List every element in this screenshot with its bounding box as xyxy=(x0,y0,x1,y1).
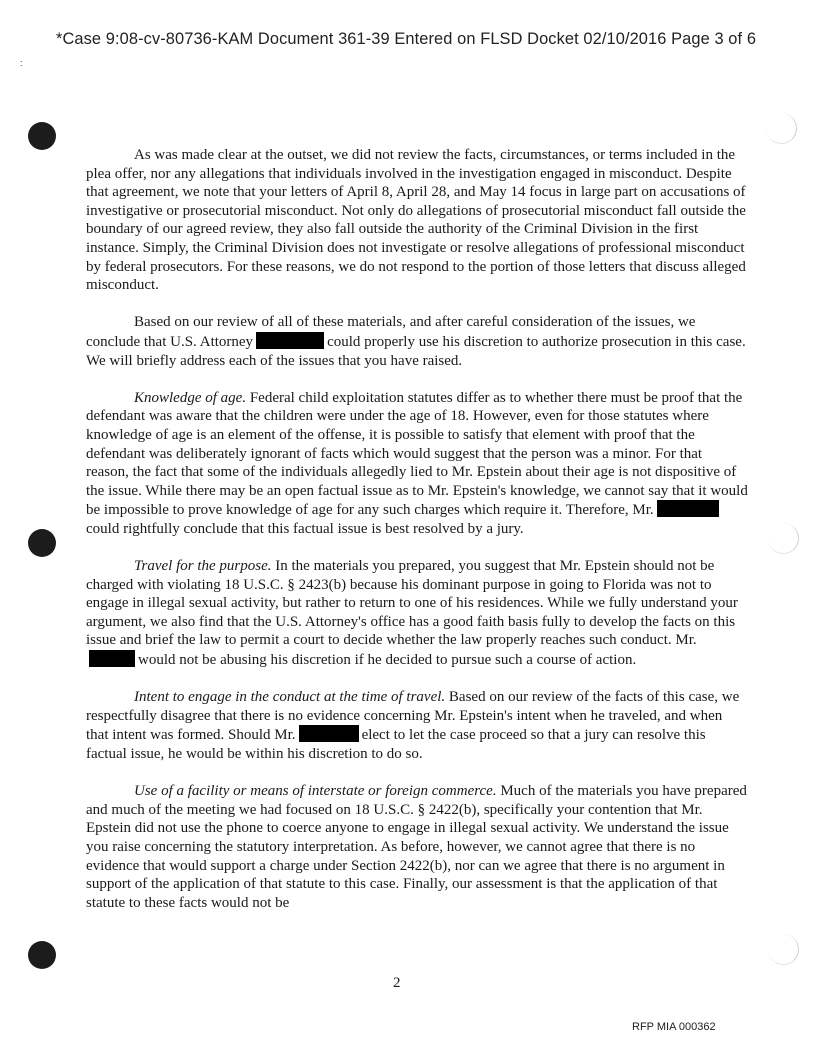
section-heading: Use of a facility or means of interstate or foreign commerce. xyxy=(134,783,497,800)
redaction-box xyxy=(256,332,324,349)
paragraph-travel-purpose xyxy=(86,557,748,670)
paragraph-text: In the materials you prepared, you suggest that Mr. Epstein should not be charged with violating 18 U.S.C. § 2423(b) because his dominant purpose in going to Florida was not to engage in illegal sexual activity, but rather to return to one of his residences. While we fully understand your argument, we also find that the U.S. Attorney's office has a good faith basis fully to develop the facts on this issue and brief the law to permit a court to decide whether the law properly reaches such conduct. Mr. xyxy=(86,558,738,649)
redaction-box xyxy=(89,650,135,667)
paragraph-text: Federal child exploitation statutes differ as to whether there must be proof that the defendant was aware that the children were under the age of 18. However, even for those statutes where knowledge of age is an element of the offense, it is possible to satisfy that element with proof that the defendant was deliberately ignorant of facts which would suggest that the person was a minor. For that reason, the fact that some of the individuals allegedly lied to Mr. Epstein about their age is not dispositive of the issue. While there may be an open factual issue as to Mr. Epstein's knowledge, we cannot say that it would be impossible to prove knowledge of age for any such charges which require it. Therefore, Mr. xyxy=(86,389,748,519)
paragraph-text: elect to let the case proceed so that a jury can resolve this factual issue, he would be within his discretion to do so. xyxy=(86,727,706,762)
page-number: 2 xyxy=(393,975,401,991)
punch-hole-top xyxy=(28,122,56,150)
punch-hole-bottom xyxy=(28,941,56,969)
paragraph-text: would not be abusing his discretion if he decided to pursue such a course of action. xyxy=(138,652,637,669)
paragraph-knowledge-of-age xyxy=(86,389,748,539)
section-heading: Travel for the purpose. xyxy=(134,558,272,575)
punch-hole-middle xyxy=(28,529,56,557)
paragraph-text: could properly use his discretion to authorize prosecution in this case. We will briefly address each of the issues that you have raised. xyxy=(86,333,746,369)
redaction-box xyxy=(657,500,719,517)
paragraph-text: Based on our review of all of these materials, and after careful consideration of the issues, we conclude that U.S. Attorney xyxy=(86,314,696,350)
paragraph-intent xyxy=(86,688,748,763)
paragraph-interstate-commerce xyxy=(86,782,748,912)
paragraph-text: could rightfully conclude that this factual issue is best resolved by a jury. xyxy=(86,520,524,537)
punch-shadow-bottom xyxy=(768,934,799,965)
paragraph-text: Based on our review of the facts of this case, we respectfully disagree that there is no evidence concerning Mr. Epstein's intent when he traveled, and when that intent was formed. Should Mr. xyxy=(86,689,740,744)
section-heading: Intent to engage in the conduct at the time of travel. xyxy=(134,689,446,706)
paragraph-text: Much of the materials you have prepared and much of the meeting we had focused on 18 U.S.C. § 2422(b), specifically your contention that Mr. Epstein did not use the phone to coerce anyone to engage in illegal sexual activity. We understand the issue you raise concerning the statutory interpretation. As before, however, we cannot agree that there is no evidence that would support a charge under Section 2422(b), nor can we agree that there is no argument in support of the application of that statute to this case. Finally, our assessment is that the application of that statute to these facts would not be xyxy=(86,783,747,911)
scan-mark: : xyxy=(20,58,23,68)
bates-number: RFP MIA 000362 xyxy=(632,1021,716,1033)
paragraph-scope xyxy=(86,146,748,295)
paragraph-text: As was made clear at the outset, we did not review the facts, circumstances, or terms included in the plea offer, nor any allegations that individuals involved in the investigation engaged in misconduct. Despite that agreement, we note that your letters of April 8, April 28, and May 14 focus in large part on accusations of investigative or prosecutorial misconduct. Not only do allegations of prosecutorial misconduct fall outside the boundary of our agreed review, they also fall outside the authority of the Criminal Division in the first instance. Simply, the Criminal Division does not investigate or resolve allegations of professional misconduct by federal prosecutors. For these reasons, we do not respond to the portion of those letters that discuss alleged misconduct. xyxy=(86,147,746,294)
letter-body xyxy=(86,146,748,931)
redaction-box xyxy=(299,725,359,742)
punch-shadow-top xyxy=(766,113,797,144)
case-header: *Case 9:08-cv-80736-KAM Document 361-39 Entered on FLSD Docket 02/10/2016 Page 3 of 6 xyxy=(56,30,757,48)
section-heading: Knowledge of age. xyxy=(134,389,247,406)
paragraph-conclusion xyxy=(86,313,748,370)
punch-shadow-middle xyxy=(768,523,799,554)
